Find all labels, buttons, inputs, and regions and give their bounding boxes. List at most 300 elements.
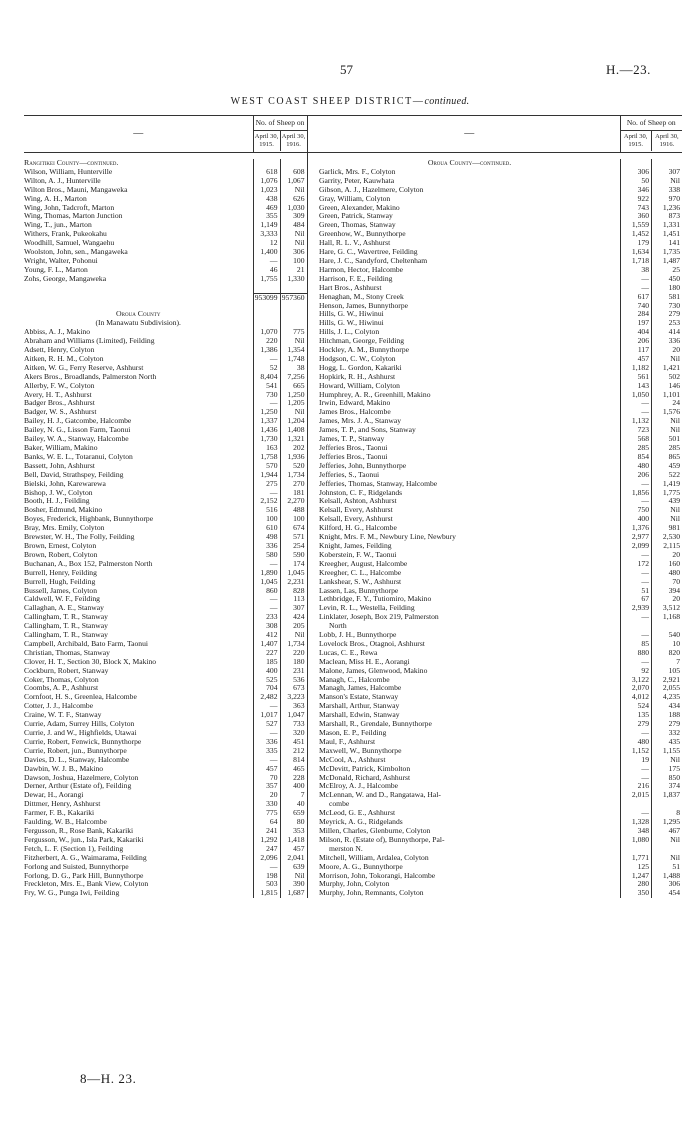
count-1916: 480 <box>651 569 682 578</box>
count-1916: 100 <box>280 257 307 266</box>
count-1915: — <box>620 809 651 818</box>
count-1916: 141 <box>651 239 682 248</box>
entry-name: Coker, Thomas, Colyton <box>24 675 99 684</box>
count-1916: 220 <box>280 649 307 658</box>
entry-name: Lucas, C. E., Rewa <box>319 648 378 657</box>
table-row <box>319 738 682 747</box>
head-row <box>24 159 307 168</box>
table-row <box>24 248 307 257</box>
table-row <box>319 212 682 221</box>
count-1915: 355 <box>253 212 280 221</box>
count-1915: 330 <box>253 800 280 809</box>
entry-name: Callingham, T. R., Stanway <box>24 613 108 622</box>
table-row <box>24 863 307 872</box>
count-1916: 353 <box>280 827 307 836</box>
entry-name: Caldwell, W. F., Feilding <box>24 595 100 604</box>
count-1916: Nil <box>651 426 682 435</box>
count-1915: 516 <box>253 506 280 515</box>
table-row <box>319 872 682 881</box>
entry-name: Faulding, W. B., Halcombe <box>24 818 107 827</box>
entry-name: Humphrey, A. R., Greenhill, Makino <box>319 390 431 399</box>
count-1915: 922 <box>620 195 651 204</box>
count-1915: 2,152 <box>253 497 280 506</box>
table-row <box>319 364 682 373</box>
entry-name: Abraham and Williams (Limited), Feilding <box>24 337 155 346</box>
entry-name: Allerby, F. W., Colyton <box>24 381 95 390</box>
entry-name: Clover, H. T., Section 30, Block X, Makino <box>24 657 157 666</box>
entry-name: Gibson, A. J., Hazelmere, Colyton <box>319 185 424 194</box>
entry-name: Craine, W. T. F., Stanway <box>24 711 102 720</box>
table-row <box>24 195 307 204</box>
entry-name: Henaghan, M., Stony Creek <box>319 292 404 301</box>
count-1916: 581 <box>651 293 682 302</box>
entry-name: Maul, F., Ashhurst <box>319 737 376 746</box>
count-1915: 570 <box>253 462 280 471</box>
table-row <box>24 587 307 596</box>
count-1916: 1,418 <box>280 836 307 845</box>
entry-name <box>24 284 253 293</box>
count-1915: — <box>253 355 280 364</box>
table-row <box>24 658 307 667</box>
entry-name: Forlong, D. G., Park Hill, Bunnythorpe <box>24 871 144 880</box>
count-1915: 610 <box>253 524 280 533</box>
count-1916: 279 <box>651 310 682 319</box>
count-1915: — <box>620 284 651 293</box>
table-row <box>24 818 307 827</box>
table-row <box>24 854 307 863</box>
count-1916: 25 <box>651 266 682 275</box>
count-1916: 320 <box>280 729 307 738</box>
count-1916: 414 <box>651 328 682 337</box>
count-1916: 981 <box>651 524 682 533</box>
entry-name: Bailey, W. A., Stanway, Halcombe <box>24 435 129 444</box>
count-1915: 1,045 <box>253 578 280 587</box>
entry-name: Lankshear, S. W., Ashhurst <box>319 577 402 586</box>
count-1915: 46 <box>253 266 280 275</box>
entry-name: Abbiss, A. J., Makino <box>24 328 91 337</box>
count-1916: 307 <box>651 168 682 177</box>
table-row <box>319 747 682 756</box>
page-footer: 8—H. 23. <box>80 1071 137 1086</box>
count-1915: 2,096 <box>253 854 280 863</box>
count-1915: 8,404 <box>253 373 280 382</box>
count-1915: 854 <box>620 453 651 462</box>
count-1915: 335 <box>253 747 280 756</box>
table-row <box>24 649 307 658</box>
entry-name: merston N. <box>329 844 363 853</box>
entry-name: Garrity, Peter, Kauwhata <box>319 176 395 185</box>
count-1916: 394 <box>651 587 682 596</box>
table-row <box>319 515 682 524</box>
count-1915: 880 <box>620 649 651 658</box>
entry-name: Lovelock Bros., Otagnoi, Ashhurst <box>319 639 425 648</box>
table-row <box>319 257 682 266</box>
count-1915: 12 <box>253 239 280 248</box>
entry-name: Hare, J. C., Sandyford, Cheltenham <box>319 256 428 265</box>
table-row <box>319 836 682 845</box>
table-row <box>319 186 682 195</box>
count-1915: 1,070 <box>253 328 280 337</box>
table-row <box>319 275 682 284</box>
count-1915 <box>253 310 280 319</box>
count-1916: 24 <box>651 399 682 408</box>
count-1916 <box>280 302 307 311</box>
count-1916: 1,331 <box>651 221 682 230</box>
table-row <box>24 756 307 765</box>
count-1915: 400 <box>253 667 280 676</box>
table-row <box>24 186 307 195</box>
entry-name: Bailey, H. J., Gatcombe, Halcombe <box>24 417 132 426</box>
table-row <box>24 435 307 444</box>
count-1915: 206 <box>620 337 651 346</box>
entry-name: Woolston, John, sen., Mangaweka <box>24 248 128 257</box>
page-number: 57 <box>340 62 353 77</box>
table-row <box>319 221 682 230</box>
count-1915 <box>253 302 280 311</box>
count-1915: 52 <box>253 364 280 373</box>
count-1915: 1,149 <box>253 221 280 230</box>
count-1915: 1,436 <box>253 426 280 435</box>
count-1916: 8 <box>651 809 682 818</box>
count-1915: 92 <box>620 667 651 676</box>
count-1915: 19 <box>620 756 651 765</box>
count-1916: 1,067 <box>280 177 307 186</box>
count-1916: 285 <box>651 444 682 453</box>
count-1915: 860 <box>253 587 280 596</box>
table-row <box>319 310 682 319</box>
table-row <box>319 435 682 444</box>
table-row <box>319 604 682 613</box>
count-1916: 181 <box>280 489 307 498</box>
count-1915: 775 <box>253 809 280 818</box>
entry-name: Marshall, Edwin, Stanway <box>319 711 400 720</box>
entry-name: Lobb, J. H., Bunnythorpe <box>319 631 397 640</box>
table-row <box>319 293 682 302</box>
entry-name: Currie, Robert, jun., Bunnythorpe <box>24 746 127 755</box>
entry-name: Booth, H. J., Feilding <box>24 497 90 506</box>
entry-name: Bussell, James, Colyton <box>24 586 97 595</box>
count-1916: 501 <box>651 435 682 444</box>
table-row <box>319 471 682 480</box>
entry-name: Buchanan, A., Box 152, Palmerston North <box>24 559 153 568</box>
count-1915: 306 <box>620 168 651 177</box>
count-1915: — <box>253 257 280 266</box>
table-row <box>24 355 307 364</box>
count-1916: 659 <box>280 809 307 818</box>
entry-name: Aitken, W. G., Ferry Reserve, Ashhurst <box>24 363 144 372</box>
count-1915: — <box>620 613 651 622</box>
count-1915: 1,559 <box>620 221 651 230</box>
count-1915: 953099 <box>253 293 280 302</box>
sheep-table <box>24 115 682 898</box>
count-1915: 400 <box>620 515 651 524</box>
table-row <box>319 266 682 275</box>
entry-name: Knight, James, Feilding <box>319 541 392 550</box>
entry-name: Kelsall, Every, Ashhurst <box>319 506 393 515</box>
entry-name: Koberstein, F. W., Taonui <box>319 550 397 559</box>
table-row <box>319 827 682 836</box>
table-row <box>319 711 682 720</box>
entry-name: Green, Patrick, Stanway <box>319 212 393 221</box>
count-1915: — <box>620 765 651 774</box>
entry-name: Mitchell, William, Ardalea, Colyton <box>319 853 429 862</box>
entry-name: Brewster, W. H., The Folly, Feilding <box>24 533 135 542</box>
count-1915: 279 <box>620 720 651 729</box>
count-1915: 1,944 <box>253 471 280 480</box>
count-1915: 197 <box>620 319 651 328</box>
count-1916: 459 <box>651 462 682 471</box>
entry-name: McLeod, G. E., Ashhurst <box>319 809 396 818</box>
entry-name: Fergusson, W., jun., Isla Park, Kakariki <box>24 835 144 844</box>
count-1915: 143 <box>620 382 651 391</box>
count-1916: 2,231 <box>280 578 307 587</box>
entry-name: Currie, Adam, Surrey Hills, Colyton <box>24 720 135 729</box>
entry-name: Kreegher, August, Halcombe <box>319 559 408 568</box>
entry-name: Wing, T., jun., Marton <box>24 221 92 230</box>
count-1916: 1,168 <box>651 613 682 622</box>
table-row <box>24 765 307 774</box>
table-row <box>24 640 307 649</box>
count-1916: 20 <box>651 595 682 604</box>
count-1916: 113 <box>280 595 307 604</box>
table-row <box>319 204 682 213</box>
count-1915: — <box>620 408 651 417</box>
table-row <box>319 854 682 863</box>
table-row <box>319 863 682 872</box>
entry-name: Green, Alexander, Makino <box>319 203 400 212</box>
entry-name: Howard, William, Colyton <box>319 381 400 390</box>
entry-name: James, T. P., and Sons, Stanway <box>319 426 416 435</box>
count-1916: 536 <box>280 676 307 685</box>
table-row <box>319 391 682 400</box>
table-row <box>319 676 682 685</box>
count-1915: 1,152 <box>620 747 651 756</box>
count-1916: 3,512 <box>651 604 682 613</box>
table-row <box>319 480 682 489</box>
table-row <box>319 569 682 578</box>
count-1916: 174 <box>280 560 307 569</box>
count-1915: 525 <box>253 676 280 685</box>
cont-row <box>319 622 682 631</box>
table-row <box>24 497 307 506</box>
count-1915: 1,815 <box>253 889 280 898</box>
entry-name: Hockley, A. M., Bunnythorpe <box>319 346 409 355</box>
count-1916: 4,235 <box>651 693 682 702</box>
count-1916: 1,734 <box>280 640 307 649</box>
table-row <box>319 791 682 800</box>
count-1916: 254 <box>280 542 307 551</box>
table-row <box>319 702 682 711</box>
table-row <box>24 578 307 587</box>
count-1916: 2,055 <box>651 684 682 693</box>
entry-name: James, T. P., Stanway <box>319 435 385 444</box>
table-row <box>319 542 682 551</box>
count-1916: 2,115 <box>651 542 682 551</box>
count-1916: 626 <box>280 195 307 204</box>
entry-name: Hart Bros., Ashhurst <box>319 283 382 292</box>
count-1915: 247 <box>253 845 280 854</box>
entry-name: Hills, G. W., Hiwinui <box>319 319 384 328</box>
table-row <box>319 524 682 533</box>
table-row <box>319 462 682 471</box>
count-1915: — <box>620 480 651 489</box>
count-1915: 163 <box>253 444 280 453</box>
entry-name: Wilton, A. J., Hunterville <box>24 176 101 185</box>
table-row <box>24 382 307 391</box>
table-row <box>319 328 682 337</box>
count-1916: 70 <box>651 578 682 587</box>
table-row <box>24 515 307 524</box>
count-1915: 51 <box>620 587 651 596</box>
head-row <box>24 310 307 319</box>
table-row <box>319 533 682 542</box>
count-1915: 1,718 <box>620 257 651 266</box>
entry-name: Forlong and Suisted, Bunnythorpe <box>24 862 129 871</box>
count-1915: 404 <box>620 328 651 337</box>
count-1916: 434 <box>651 702 682 711</box>
entry-name: Morrison, John, Tokorangi, Halcombe <box>319 871 436 880</box>
count-1916: 1,321 <box>280 435 307 444</box>
entry-name: McDonald, Richard, Ashhurst <box>319 773 411 782</box>
count-1915: — <box>620 729 651 738</box>
table-row <box>319 756 682 765</box>
count-1915: 220 <box>253 337 280 346</box>
count-1915: 350 <box>620 889 651 898</box>
entry-name: James Bros., Halcombe <box>319 408 391 417</box>
count-1915: 1,452 <box>620 230 651 239</box>
count-1916: 20 <box>651 346 682 355</box>
count-1915: 1,856 <box>620 489 651 498</box>
entry-name: Gray, William, Colyton <box>319 194 391 203</box>
count-1915: 1,376 <box>620 524 651 533</box>
count-1915: 185 <box>253 658 280 667</box>
count-1915: 1,337 <box>253 417 280 426</box>
table-row <box>319 595 682 604</box>
entry-name: Bielski, John, Karewarewa <box>24 479 106 488</box>
table-row <box>319 640 682 649</box>
table-row <box>24 391 307 400</box>
count-1916: 306 <box>280 248 307 257</box>
count-1916: 1,330 <box>280 275 307 284</box>
entry-name: Oroua County <box>116 310 161 319</box>
count-1916: 51 <box>651 863 682 872</box>
count-1915: 743 <box>620 204 651 213</box>
table-row <box>24 257 307 266</box>
count-1916: 873 <box>651 212 682 221</box>
table-row <box>24 711 307 720</box>
count-1916: Nil <box>651 854 682 863</box>
table-row <box>319 195 682 204</box>
count-1916: 1,734 <box>280 471 307 480</box>
entry-name: Aitken, R. H. M., Colyton <box>24 354 104 363</box>
table-row <box>319 578 682 587</box>
count-1915: 561 <box>620 373 651 382</box>
count-1916: 502 <box>651 373 682 382</box>
entry-name: Malone, James, Glenwood, Makino <box>319 666 428 675</box>
count-1915: 135 <box>620 711 651 720</box>
entry-name: McDevitt, Patrick, Kimbolton <box>319 764 411 773</box>
entry-name: Kelsall, Every, Ashhurst <box>319 515 393 524</box>
entry-name: Knight, Mrs. F. M., Newbury Line, Newbury <box>319 533 456 542</box>
count-1915: 38 <box>620 266 651 275</box>
count-1915: — <box>620 631 651 640</box>
table-row <box>24 551 307 560</box>
count-1916: 1,408 <box>280 426 307 435</box>
table-row <box>24 506 307 515</box>
table-row <box>319 426 682 435</box>
entry-name: Bray, Mrs. Emily, Colyton <box>24 524 105 533</box>
count-1916 <box>280 284 307 293</box>
table-row <box>24 533 307 542</box>
entry-name: Bassett, John, Ashhurst <box>24 461 95 470</box>
count-1915: 172 <box>620 560 651 569</box>
count-1916: 665 <box>280 382 307 391</box>
count-1915 <box>253 284 280 293</box>
count-1916: 1,419 <box>651 480 682 489</box>
table-row <box>24 872 307 881</box>
table-row <box>319 399 682 408</box>
entry-name: Hodgson, C. W., Colyton <box>319 354 396 363</box>
count-1915: 67 <box>620 595 651 604</box>
count-1916: 160 <box>651 560 682 569</box>
count-1916: 1,204 <box>280 417 307 426</box>
total-row <box>24 293 307 302</box>
count-1915: — <box>253 595 280 604</box>
entry-name: Managh, C., Halcombe <box>319 675 390 684</box>
count-1915: — <box>253 399 280 408</box>
entry-name: Bosher, Edmund, Makino <box>24 506 103 515</box>
count-1915: 198 <box>253 872 280 881</box>
count-1916: 1,775 <box>651 489 682 498</box>
count-1916: 1,488 <box>651 872 682 881</box>
entry-name: Cornfoot, H. S., Greenlea, Halcombe <box>24 693 137 702</box>
table-row <box>319 319 682 328</box>
entry-name: Levin, R. L., Westella, Feilding <box>319 604 415 613</box>
count-1916: 175 <box>651 765 682 774</box>
count-1915: — <box>253 702 280 711</box>
count-1916: 307 <box>280 604 307 613</box>
entry-name: Dawson, Joshua, Hazelmere, Colyton <box>24 773 139 782</box>
count-1916: 465 <box>280 765 307 774</box>
table-row <box>319 408 682 417</box>
count-1916: 212 <box>280 747 307 756</box>
count-1916: 1,451 <box>651 230 682 239</box>
count-1916: 3,223 <box>280 693 307 702</box>
entry-name: Coombs, A. P., Ashhurst <box>24 684 99 693</box>
entry-name: Linklater, Joseph, Box 219, Palmerston <box>319 613 439 622</box>
count-1915: 227 <box>253 649 280 658</box>
entry-name: Wing, John, Tadcroft, Marton <box>24 203 115 212</box>
entry-name: James, Mrs. J. A., Stanway <box>319 417 402 426</box>
entry-name: Moore, A. G., Bunnythorpe <box>319 862 403 871</box>
entry-name: Jefferies Bros., Taonui <box>319 452 388 461</box>
count-1915: 1,755 <box>253 275 280 284</box>
count-1916: 2,270 <box>280 497 307 506</box>
entry-name: Young, F. L., Marton <box>24 265 88 274</box>
count-1916: Nil <box>651 506 682 515</box>
entry-name: Henson, James, Bunnythorpe <box>319 301 409 310</box>
count-1915: 285 <box>620 444 651 453</box>
count-1915: — <box>253 604 280 613</box>
count-1916: 970 <box>651 195 682 204</box>
entry-name: Currie, J. and W., Highfields, Utawai <box>24 729 137 737</box>
count-1916: 454 <box>651 889 682 898</box>
entry-name: Harmon, Hector, Halcombe <box>319 265 404 274</box>
count-1916: 608 <box>280 168 307 177</box>
table-row <box>319 230 682 239</box>
count-1915: 360 <box>620 212 651 221</box>
entry-name: North <box>329 622 347 631</box>
